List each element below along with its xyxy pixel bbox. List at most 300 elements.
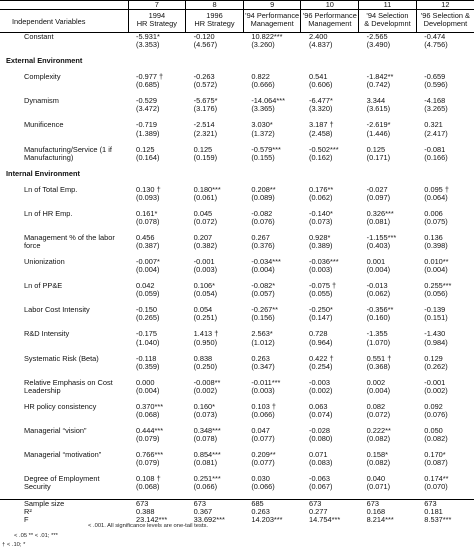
standard-error-value: (0.072) bbox=[366, 410, 391, 420]
standard-error-value: (0.156) bbox=[251, 313, 275, 323]
standard-error-value: (0.398) bbox=[424, 241, 448, 251]
coefficient-value: 3.187 † bbox=[308, 121, 334, 130]
coefficient-cell bbox=[359, 121, 417, 145]
coefficient-value: 0.050 bbox=[424, 426, 443, 435]
model-number: 12 bbox=[416, 1, 474, 10]
sample-size-value: 673 bbox=[308, 499, 322, 509]
coefficient-cell bbox=[416, 355, 474, 379]
coefficient-value: 0.001 bbox=[366, 258, 386, 266]
standard-error-value: (0.070) bbox=[424, 482, 448, 492]
coefficient-value: 0.002 bbox=[366, 378, 386, 387]
coefficient-value: 0.125 bbox=[366, 145, 386, 154]
coefficient-cell bbox=[301, 306, 359, 330]
coefficient-value: 3.030* bbox=[251, 121, 273, 130]
variable-label: Systematic Risk (Beta) bbox=[24, 354, 99, 363]
model-number-blank bbox=[0, 1, 128, 10]
coefficient-cell bbox=[416, 306, 474, 330]
standard-error-value: (0.171) bbox=[366, 152, 391, 162]
coefficient-value: -0.150 bbox=[136, 306, 157, 315]
coefficient-value: -0.063 bbox=[308, 475, 330, 484]
r-squared-value: 0.263 bbox=[251, 507, 270, 517]
model-statistics-cell bbox=[186, 500, 244, 524]
variable-label: Ln of Total Emp. bbox=[24, 185, 78, 194]
coefficient-cell bbox=[128, 282, 186, 306]
model-statistics-cell bbox=[243, 500, 301, 524]
variable-row bbox=[0, 33, 474, 58]
r-squared-value: 0.181 bbox=[424, 507, 443, 517]
coefficient-cell bbox=[301, 210, 359, 234]
standard-error-value: (0.254) bbox=[308, 361, 333, 371]
variable-row bbox=[0, 258, 474, 282]
coefficient-cell bbox=[243, 186, 301, 210]
coefficient-value: -0.008** bbox=[193, 378, 221, 387]
coefficient-cell bbox=[359, 379, 417, 403]
column-header bbox=[128, 10, 186, 33]
coefficient-cell bbox=[186, 73, 244, 97]
coefficient-value: 2.563* bbox=[251, 330, 273, 339]
coefficient-cell bbox=[128, 210, 186, 234]
significance-notes bbox=[0, 523, 209, 550]
coefficient-value: 0.326*** bbox=[366, 209, 394, 218]
coefficient-value: -1.155*** bbox=[366, 233, 397, 242]
coefficient-cell bbox=[128, 355, 186, 379]
coefficient-cell bbox=[186, 403, 244, 427]
standard-error-value: (0.002) bbox=[193, 385, 218, 395]
coefficient-value: 0.136 bbox=[424, 233, 443, 242]
standard-error-value: (0.081) bbox=[193, 458, 218, 468]
coefficient-cell bbox=[186, 146, 244, 170]
variable-label: Managerial “motivation” bbox=[24, 451, 102, 460]
standard-error-value: (0.572) bbox=[193, 80, 218, 90]
coefficient-cell bbox=[359, 97, 417, 121]
model-statistics-row bbox=[0, 500, 474, 524]
model-number: 11 bbox=[359, 1, 417, 10]
coefficient-rows bbox=[0, 33, 474, 500]
coefficient-value: 0.263 bbox=[251, 354, 270, 363]
model-statistics-cell bbox=[301, 500, 359, 524]
standard-error-value: (0.162) bbox=[308, 152, 333, 162]
coefficient-value: -0.529 bbox=[136, 97, 157, 106]
coefficient-cell bbox=[359, 186, 417, 210]
standard-error-value: (0.387) bbox=[136, 241, 160, 251]
coefficient-cell bbox=[301, 258, 359, 282]
standard-error-value: (3.365) bbox=[251, 104, 275, 114]
variable-label: HR policy consistency bbox=[24, 402, 97, 411]
variable-row bbox=[0, 379, 474, 403]
coefficient-cell bbox=[301, 234, 359, 258]
standard-error-value: (3.265) bbox=[424, 104, 448, 114]
standard-error-value: (0.062) bbox=[308, 192, 333, 202]
column-header-line: 1994 bbox=[148, 11, 166, 20]
coefficient-value: -0.659 bbox=[424, 73, 446, 82]
sample-size-value: 685 bbox=[251, 499, 264, 509]
standard-error-value: (0.089) bbox=[251, 192, 275, 202]
coefficient-cell bbox=[186, 234, 244, 258]
section-header-row bbox=[0, 57, 474, 73]
coefficient-cell bbox=[128, 379, 186, 403]
variable-label: Unionization bbox=[24, 258, 65, 266]
standard-error-value: (0.606) bbox=[308, 80, 333, 90]
coefficient-value: 0.047 bbox=[251, 426, 270, 435]
coefficient-cell bbox=[128, 451, 186, 475]
coefficient-cell bbox=[128, 73, 186, 97]
variable-label: Ln of PP&E bbox=[24, 282, 63, 291]
variable-row bbox=[0, 146, 474, 170]
coefficient-cell bbox=[243, 355, 301, 379]
standard-error-value: (3.353) bbox=[136, 40, 160, 50]
significance-note-3: † < .10; * bbox=[2, 542, 26, 548]
coefficient-value: -0.140* bbox=[308, 209, 333, 218]
coefficient-value: 0.180*** bbox=[193, 185, 221, 194]
coefficient-cell bbox=[128, 234, 186, 258]
standard-error-value: (0.265) bbox=[136, 313, 160, 323]
coefficient-value: 0.267 bbox=[251, 233, 270, 242]
standard-error-value: (0.078) bbox=[136, 216, 160, 226]
column-header-line: '94 Performance bbox=[245, 11, 300, 20]
coefficient-cell bbox=[243, 146, 301, 170]
standard-error-value: (0.004) bbox=[136, 385, 160, 395]
sample-size-label: Sample size bbox=[24, 499, 65, 509]
coefficient-value: 0.822 bbox=[251, 73, 270, 82]
coefficient-value: 0.207 bbox=[193, 233, 213, 242]
standard-error-value: (0.004) bbox=[251, 265, 275, 275]
standard-error-value: (3.615) bbox=[366, 104, 391, 114]
coefficient-value: 0.125 bbox=[193, 145, 213, 154]
model-number-row bbox=[0, 1, 474, 10]
coefficient-value: 0.125 bbox=[136, 145, 155, 154]
coefficient-value: -0.027 bbox=[366, 185, 388, 194]
coefficient-value: 2.400 bbox=[308, 32, 328, 41]
coefficient-cell bbox=[186, 475, 244, 500]
coefficient-cell bbox=[359, 451, 417, 475]
coefficient-value: 0.170* bbox=[424, 451, 446, 460]
variable-label: Constant bbox=[24, 32, 54, 41]
coefficient-cell bbox=[416, 33, 474, 58]
standard-error-value: (0.064) bbox=[424, 192, 448, 202]
standard-error-value: (1.389) bbox=[136, 128, 160, 138]
column-header-line: '94 Selection bbox=[366, 11, 409, 20]
coefficient-cell bbox=[243, 306, 301, 330]
coefficient-cell bbox=[301, 427, 359, 451]
coefficient-value: 0.928* bbox=[308, 233, 331, 242]
standard-error-value: (0.403) bbox=[366, 241, 391, 251]
column-header-line: & Developmnt bbox=[364, 19, 411, 28]
coefficient-value: -0.579*** bbox=[251, 145, 281, 154]
coefficient-cell bbox=[359, 475, 417, 500]
coefficient-value: 0.348*** bbox=[193, 426, 221, 435]
standard-error-value: (0.984) bbox=[424, 337, 448, 347]
coefficient-cell bbox=[301, 451, 359, 475]
coefficient-value: 0.208** bbox=[251, 185, 276, 194]
coefficient-cell bbox=[128, 258, 186, 282]
standard-error-value: (0.082) bbox=[424, 434, 448, 444]
standard-error-value: (0.062) bbox=[366, 289, 391, 299]
standard-error-value: (0.359) bbox=[136, 361, 160, 371]
coefficient-value: 0.092 bbox=[424, 402, 443, 411]
coefficient-value: 0.176** bbox=[308, 185, 334, 194]
coefficient-value: -0.082* bbox=[251, 282, 276, 291]
coefficient-value: 1.413 † bbox=[193, 330, 219, 339]
coefficient-cell bbox=[243, 427, 301, 451]
standard-error-value: (0.080) bbox=[308, 434, 333, 444]
standard-error-value: (0.076) bbox=[424, 410, 448, 420]
coefficient-value: -0.263 bbox=[193, 73, 215, 82]
coefficient-value: 0.129 bbox=[424, 354, 443, 363]
coefficient-cell bbox=[416, 427, 474, 451]
coefficient-value: 0.370*** bbox=[136, 402, 164, 411]
coefficient-cell bbox=[301, 121, 359, 145]
standard-error-value: (0.002) bbox=[308, 385, 333, 395]
coefficient-value: -0.001 bbox=[193, 258, 215, 266]
coefficient-cell bbox=[301, 475, 359, 500]
coefficient-cell bbox=[243, 234, 301, 258]
standard-error-value: (0.077) bbox=[251, 458, 275, 468]
coefficient-value: -0.120 bbox=[193, 32, 215, 41]
standard-error-value: (0.382) bbox=[193, 241, 218, 251]
standard-error-value: (3.176) bbox=[193, 104, 218, 114]
coefficient-cell bbox=[359, 355, 417, 379]
coefficient-value: -2.619* bbox=[366, 121, 391, 130]
column-header bbox=[301, 10, 359, 33]
independent-variables-header: Independent Variables bbox=[0, 10, 128, 33]
standard-error-value: (0.251) bbox=[193, 313, 218, 323]
variable-row bbox=[0, 282, 474, 306]
coefficient-cell bbox=[359, 73, 417, 97]
column-header bbox=[243, 10, 301, 33]
sample-size-value: 673 bbox=[424, 499, 437, 509]
standard-error-value: (3.472) bbox=[136, 104, 160, 114]
coefficient-cell bbox=[416, 330, 474, 354]
coefficient-cell bbox=[128, 403, 186, 427]
standard-error-value: (0.004) bbox=[136, 265, 160, 275]
coefficient-cell bbox=[243, 451, 301, 475]
standard-error-value: (0.166) bbox=[424, 152, 448, 162]
standard-error-value: (0.081) bbox=[366, 216, 391, 226]
coefficient-cell bbox=[186, 121, 244, 145]
column-header-line: Development bbox=[423, 19, 468, 28]
coefficient-value: -0.356** bbox=[366, 306, 394, 315]
coefficient-value: -0.075 † bbox=[308, 282, 337, 291]
column-header-row bbox=[0, 10, 474, 33]
coefficient-value: -0.081 bbox=[424, 145, 446, 154]
standard-error-value: (0.093) bbox=[136, 192, 160, 202]
coefficient-cell bbox=[243, 33, 301, 58]
standard-error-value: (0.072) bbox=[193, 216, 218, 226]
standard-error-value: (0.002) bbox=[424, 385, 448, 395]
coefficient-value: 0.000 bbox=[136, 378, 155, 387]
model-statistics-cell bbox=[128, 500, 186, 524]
coefficient-cell bbox=[416, 475, 474, 500]
coefficient-cell bbox=[301, 33, 359, 58]
standard-error-value: (0.056) bbox=[424, 289, 448, 299]
coefficient-value: 0.006 bbox=[424, 209, 443, 218]
standard-error-value: (0.068) bbox=[136, 482, 160, 492]
standard-error-value: (0.003) bbox=[251, 385, 275, 395]
coefficient-cell bbox=[301, 97, 359, 121]
variable-row bbox=[0, 121, 474, 145]
standard-error-value: (0.376) bbox=[251, 241, 275, 251]
coefficient-cell bbox=[128, 97, 186, 121]
standard-error-value: (3.260) bbox=[251, 40, 275, 50]
coefficient-cell bbox=[243, 73, 301, 97]
model-statistics-cell bbox=[416, 500, 474, 524]
variable-label: R&D Intensity bbox=[24, 330, 70, 339]
coefficient-value: -0.175 bbox=[136, 330, 157, 339]
coefficient-cell bbox=[186, 330, 244, 354]
variable-label: Ln of HR Emp. bbox=[24, 209, 73, 218]
coefficient-cell bbox=[243, 258, 301, 282]
variable-row bbox=[0, 234, 474, 258]
coefficient-cell bbox=[243, 210, 301, 234]
standard-error-value: (0.079) bbox=[136, 458, 160, 468]
coefficient-value: -0.036*** bbox=[308, 258, 339, 266]
standard-error-value: (1.070) bbox=[366, 337, 391, 347]
sample-size-value: 673 bbox=[193, 499, 207, 509]
coefficient-value: -14.064*** bbox=[251, 97, 286, 106]
statistic-labels bbox=[0, 500, 128, 524]
coefficient-cell bbox=[301, 186, 359, 210]
coefficient-value: 0.728 bbox=[308, 330, 328, 339]
standard-error-value: (0.075) bbox=[424, 216, 448, 226]
coefficient-cell bbox=[416, 146, 474, 170]
section-header-row bbox=[0, 170, 474, 186]
coefficient-cell bbox=[128, 121, 186, 145]
coefficient-cell bbox=[301, 73, 359, 97]
r-squared-value: 0.367 bbox=[193, 507, 213, 517]
coefficient-cell bbox=[128, 186, 186, 210]
coefficient-cell bbox=[301, 282, 359, 306]
coefficient-value: 0.158* bbox=[366, 451, 389, 460]
coefficient-cell bbox=[416, 282, 474, 306]
coefficient-value: -0.267** bbox=[251, 306, 279, 315]
standard-error-value: (0.742) bbox=[366, 80, 391, 90]
coefficient-value: 0.030 bbox=[251, 475, 270, 484]
coefficient-value: 0.161* bbox=[136, 209, 158, 218]
coefficient-cell bbox=[416, 379, 474, 403]
column-header-line: Management bbox=[308, 19, 352, 28]
standard-error-value: (1.372) bbox=[251, 128, 275, 138]
variable-row bbox=[0, 403, 474, 427]
coefficient-cell bbox=[359, 210, 417, 234]
standard-error-value: (0.389) bbox=[308, 241, 333, 251]
r-squared-value: 0.168 bbox=[366, 507, 386, 517]
variable-label: Munificence bbox=[24, 121, 64, 130]
column-header bbox=[186, 10, 244, 33]
column-header-line: '96 Selection & bbox=[420, 11, 470, 20]
model-statistics-cell bbox=[359, 500, 417, 524]
model-number: 7 bbox=[128, 1, 186, 10]
coefficient-value: -0.028 bbox=[308, 426, 330, 435]
coefficient-cell bbox=[359, 403, 417, 427]
sample-size-value: 673 bbox=[366, 499, 379, 509]
standard-error-value: (0.083) bbox=[308, 458, 333, 468]
standard-error-value: (4.837) bbox=[308, 40, 333, 50]
standard-error-value: (3.490) bbox=[366, 40, 391, 50]
variable-label: Dynamism bbox=[24, 97, 59, 106]
coefficient-value: -0.502*** bbox=[308, 145, 339, 154]
model-statistics-rows bbox=[0, 500, 474, 524]
coefficient-cell bbox=[416, 258, 474, 282]
coefficient-value: 0.854*** bbox=[193, 451, 221, 460]
standard-error-value: (2.417) bbox=[424, 128, 448, 138]
standard-error-value: (0.368) bbox=[366, 361, 391, 371]
variable-row bbox=[0, 355, 474, 379]
coefficient-value: 0.251*** bbox=[193, 475, 221, 484]
standard-error-value: (0.087) bbox=[424, 458, 448, 468]
coefficient-value: 0.160* bbox=[193, 402, 216, 411]
variable-row bbox=[0, 475, 474, 500]
coefficient-value: 0.042 bbox=[136, 282, 155, 291]
coefficient-value: -0.013 bbox=[366, 282, 388, 291]
coefficient-cell bbox=[186, 306, 244, 330]
f-statistic-value: 14.754*** bbox=[308, 515, 341, 524]
coefficient-value: -0.003 bbox=[308, 378, 330, 387]
coefficient-cell bbox=[301, 330, 359, 354]
f-statistic-value: 8.214*** bbox=[366, 515, 394, 524]
standard-error-value: (0.054) bbox=[193, 289, 218, 299]
coefficient-cell bbox=[416, 403, 474, 427]
coefficient-cell bbox=[416, 234, 474, 258]
standard-error-value: (0.082) bbox=[366, 434, 391, 444]
coefficient-cell bbox=[301, 379, 359, 403]
variable-row bbox=[0, 330, 474, 354]
standard-error-value: (0.055) bbox=[308, 289, 333, 299]
coefficient-cell bbox=[359, 146, 417, 170]
standard-error-value: (0.076) bbox=[251, 216, 275, 226]
column-header bbox=[359, 10, 417, 33]
variable-label: Relative Emphasis on Cost Leadership bbox=[24, 378, 113, 395]
significance-note-2: < .05 ** < .01; *** bbox=[14, 533, 58, 539]
standard-error-value: (0.596) bbox=[424, 80, 448, 90]
coefficient-cell bbox=[243, 282, 301, 306]
coefficient-cell bbox=[186, 427, 244, 451]
coefficient-value: -0.082 bbox=[251, 209, 273, 218]
coefficient-cell bbox=[416, 451, 474, 475]
coefficient-value: -0.139 bbox=[424, 306, 446, 315]
standard-error-value: (4.756) bbox=[424, 40, 448, 50]
coefficient-value: -4.168 bbox=[424, 97, 446, 106]
coefficient-value: -0.011*** bbox=[251, 378, 281, 387]
standard-error-value: (0.077) bbox=[251, 434, 275, 444]
column-header-line: Management bbox=[250, 19, 294, 28]
coefficient-value: 0.838 bbox=[193, 354, 213, 363]
coefficient-value: 0.222** bbox=[366, 426, 391, 435]
standard-error-value: (2.321) bbox=[193, 128, 218, 138]
standard-error-value: (1.012) bbox=[251, 337, 275, 347]
coefficient-value: 0.040 bbox=[366, 475, 386, 484]
f-statistic-value: 33.692*** bbox=[193, 515, 225, 524]
coefficient-value: 0.551 † bbox=[366, 354, 392, 363]
standard-error-value: (0.066) bbox=[193, 482, 218, 492]
coefficient-cell bbox=[186, 258, 244, 282]
coefficient-value: 0.321 bbox=[424, 121, 443, 130]
coefficient-cell bbox=[128, 306, 186, 330]
standard-error-value: (0.155) bbox=[251, 152, 275, 162]
variable-label: Management % of the labor force bbox=[24, 233, 115, 251]
coefficient-value: -0.250* bbox=[308, 306, 333, 315]
coefficient-value: -0.977 † bbox=[136, 73, 164, 82]
coefficient-cell bbox=[186, 33, 244, 58]
model-number: 10 bbox=[301, 1, 359, 10]
coefficient-cell bbox=[359, 427, 417, 451]
standard-error-value: (0.066) bbox=[251, 410, 275, 420]
r-squared-label: R² bbox=[24, 507, 32, 517]
model-number: 8 bbox=[186, 1, 244, 10]
coefficient-value: -0.118 bbox=[136, 354, 157, 363]
coefficient-value: 0.108 † bbox=[136, 475, 161, 484]
coefficient-value: 0.766*** bbox=[136, 451, 164, 460]
standard-error-value: (0.004) bbox=[366, 385, 391, 395]
